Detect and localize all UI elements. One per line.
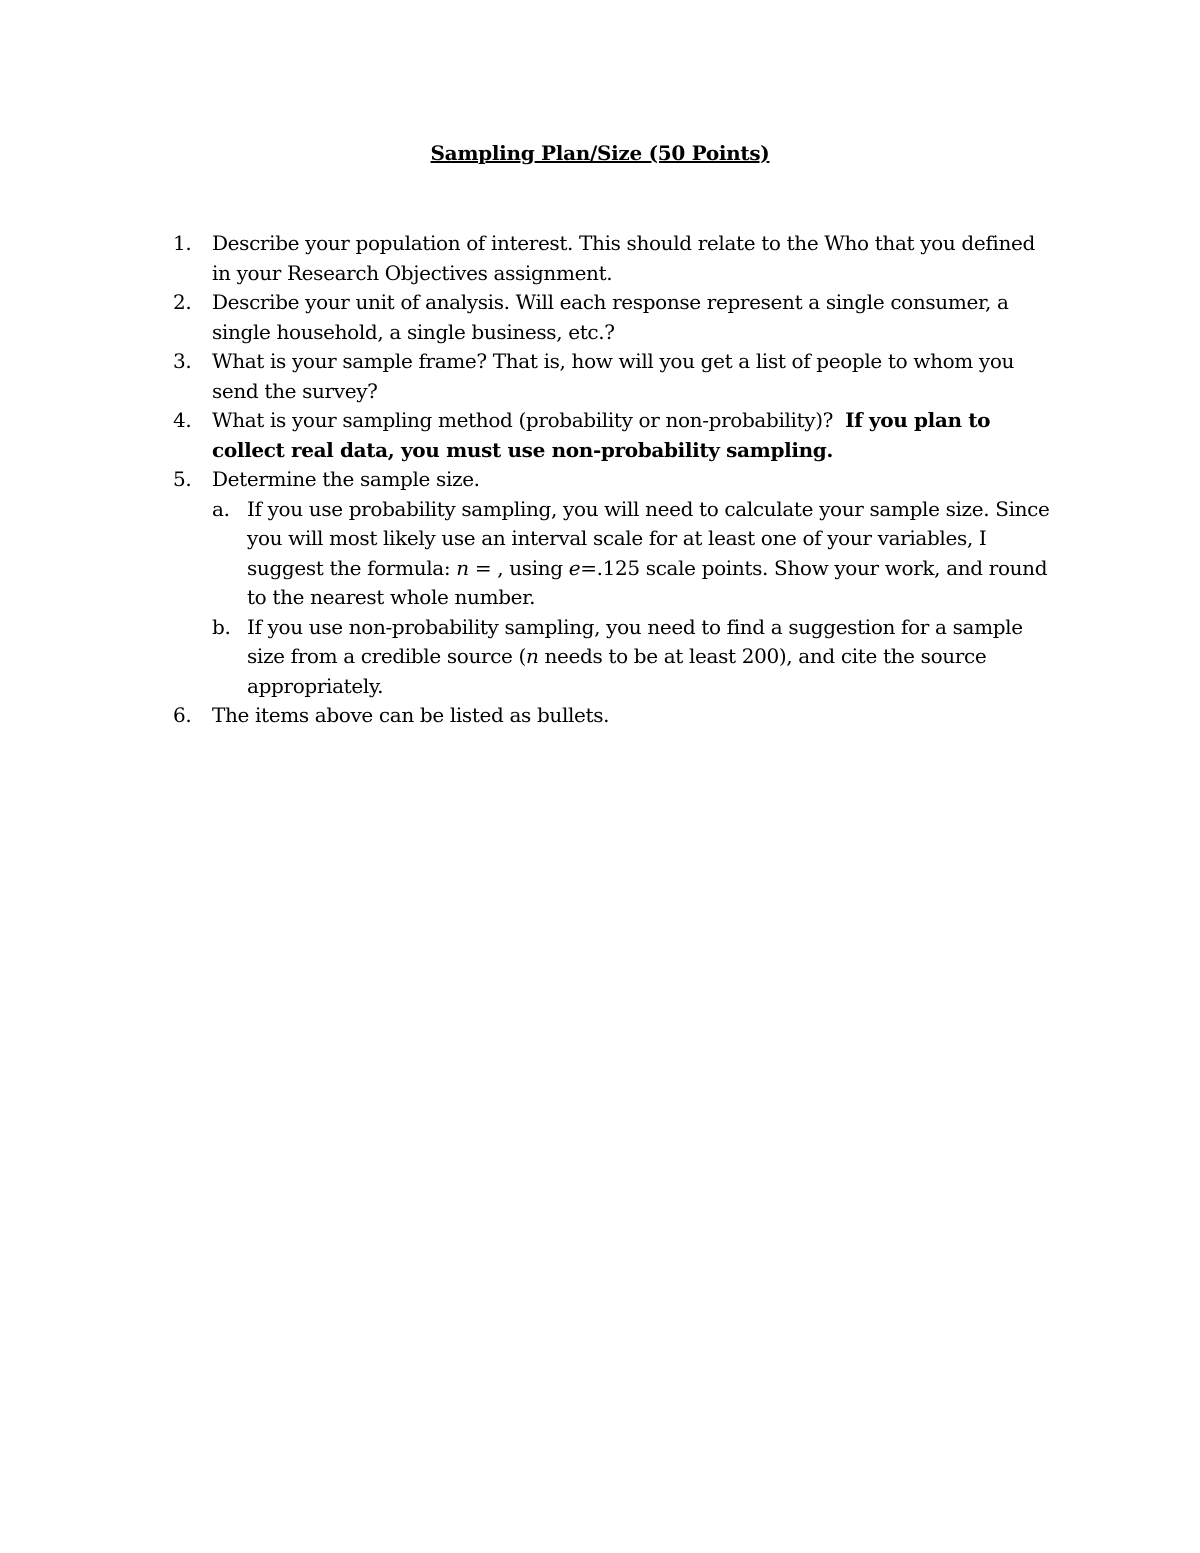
- list-item: [173, 229, 1058, 288]
- sub-list-item: [212, 495, 1058, 613]
- formula-variable-n: n: [525, 644, 539, 668]
- item-text: The items above can be listed as bullets.: [212, 703, 610, 727]
- item-number: 5.: [173, 467, 192, 491]
- sub-item-text: needs to be at least 200), and cite the source appropriately.: [247, 644, 987, 698]
- item-bold-note: If you plan to collect real data, you must use non-probability sampling.: [212, 408, 991, 462]
- instruction-list: [173, 229, 1058, 731]
- sub-list: [212, 495, 1058, 702]
- page-title: Sampling Plan/Size (50 Points): [430, 141, 770, 165]
- item-number: 6.: [173, 703, 192, 727]
- item-number: 1.: [173, 231, 192, 255]
- sub-list-item: [212, 613, 1058, 702]
- list-item: [173, 701, 1058, 731]
- item-number: 2.: [173, 290, 192, 314]
- list-item: [173, 347, 1058, 406]
- item-number: 3.: [173, 349, 192, 373]
- list-item: [173, 406, 1058, 465]
- sub-item-text: =.125 scale points. Show your work, and round to the nearest whole number.: [247, 555, 1048, 609]
- list-item: [173, 288, 1058, 347]
- formula-variable-e: e: [568, 555, 581, 580]
- sub-item-letter: a.: [212, 496, 230, 521]
- sub-item-letter: b.: [212, 614, 231, 639]
- sub-item-text: If you use non-probability sampling, you need to find a suggestion for a sample size from a credible source (: [247, 614, 1023, 668]
- sub-item-text: If you use probability sampling, you will need to calculate your sample size. Since you will most likely use an interval scale for at least one of your variables, I suggest the formula:: [247, 496, 1050, 580]
- item-number: 4.: [173, 408, 192, 432]
- formula-equals: = , using: [468, 555, 569, 580]
- item-text: What is your sample frame? That is, how will you get a list of people to whom you send the survey?: [212, 349, 1015, 403]
- item-text: What is your sampling method (probability or non-probability)?: [212, 408, 834, 432]
- item-text: Describe your unit of analysis. Will each response represent a single consumer, a single household, a single business, etc.?: [212, 290, 1009, 344]
- item-text: Determine the sample size.: [212, 467, 480, 491]
- list-item: [173, 465, 1058, 701]
- item-text: Describe your population of interest. This should relate to the Who that you defined in your Research Objectives assignment.: [212, 231, 1035, 285]
- formula-variable-n: n: [456, 555, 469, 580]
